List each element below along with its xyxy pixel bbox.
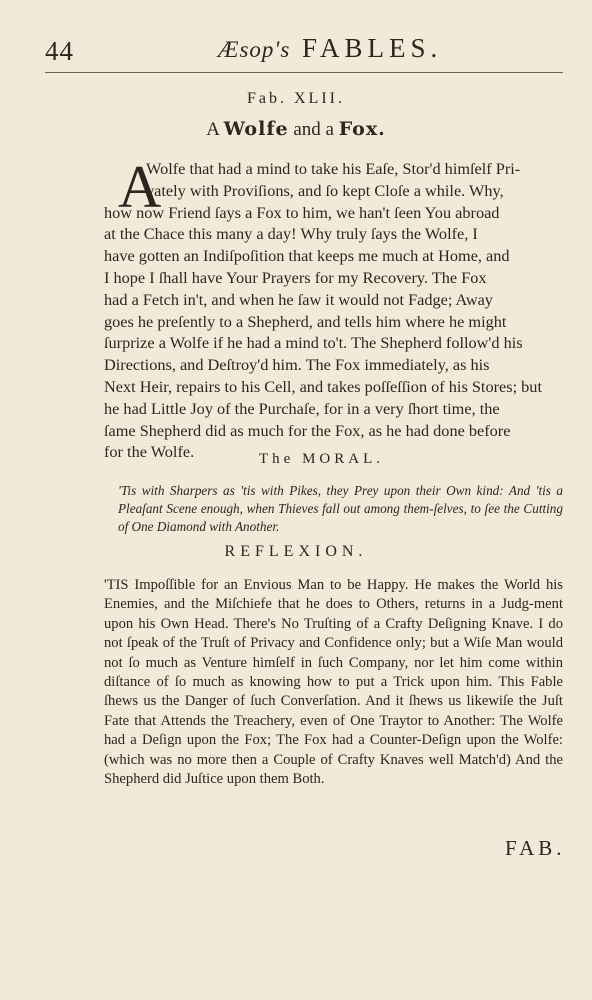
- body-line: ſame Shepherd did as much for the Fox, as he had done before: [104, 420, 511, 440]
- title-and: and a: [288, 119, 339, 140]
- body-line: have gotten an Indiſpoſition that keeps me much at Home, and: [104, 246, 510, 266]
- title-fox: Fox.: [338, 118, 386, 140]
- moral-heading: The MORAL.: [259, 451, 384, 467]
- reflexion-text: 'TIS Impoſſible for an Envious Man to be Happy. He makes the World his Enemies, and the Miſchiefe that he does to Others, returns in a Judg-ment upon his Own Head. There's No Truſting of a Crafty Deſigning Knave. I do not ſpeak of the Truſt of Privacy and Confidence only; but a Wiſe Man would not ſo much as Venture himſelf in ſuch Company, nor let him come within diſtance of ſo much as knowing how to put a Trick upon him. This Fable ſhews us the Danger of ſuch Converſation. And it ſhews us likewiſe the Juſt Fate that Attends the Treachery, even of One Traytor to Another: The Wolfe had a Deſign upon the Fox; The Fox had a Counter-Deſign upon the Wolfe: (which was no more then a Couple of Crafty Knaves well Match'd) And the Shepherd did Juſtice upon them Both.: [104, 577, 563, 788]
- fable-number: Fab. XLII.: [247, 90, 345, 107]
- moral-text: 'Tis with Sharpers as 'tis with Pikes, they Prey upon their Own kind: And 'tis a Pleaſant Scene enough, when Thieves fall out among them-ſelves, to ſee the Cutting of One Diamond with Another.: [118, 483, 563, 534]
- reflexion-heading: REFLEXION.: [224, 543, 368, 560]
- body-line: I hope I ſhall have Your Prayers for my Recovery. The Fox: [104, 267, 487, 287]
- catchword: FAB.: [505, 836, 566, 860]
- body-line: he had Little Joy of the Purchaſe, for in a very ſhort time, the: [104, 398, 500, 418]
- body-line: how now Friend ſays a Fox to him, we han't ſeen You abroad: [104, 202, 500, 222]
- body-line: vately with Proviſions, and ſo kept Cloſe a while. Why,: [146, 180, 504, 200]
- running-head-author: Æsop's: [218, 37, 291, 62]
- page-number: 44: [45, 36, 74, 66]
- body-line: Directions, and Deſtroy'd him. The Fox immediately, as his: [104, 355, 490, 375]
- header-rule: [45, 72, 563, 73]
- body-line: Next Heir, repairs to his Cell, and takes poſſeſſion of his Stores; but: [104, 376, 542, 396]
- running-head-title: FABLES.: [302, 33, 443, 63]
- fable-body: [104, 154, 563, 463]
- body-line: had a Fetch in't, and when he ſaw it would not Fadge; Away: [104, 289, 493, 309]
- body-line: at the Chace this many a day! Why truly ſays the Wolfe, I: [104, 224, 478, 244]
- title-article: A: [206, 119, 224, 140]
- drop-cap: A: [118, 154, 162, 220]
- fable-title: [0, 118, 592, 141]
- body-line: for the Wolfe.: [104, 442, 195, 462]
- running-head: [218, 33, 442, 64]
- title-wolfe: Wolfe: [223, 118, 289, 140]
- body-line: goes he preſently to a Shepherd, and tells him where he might: [104, 311, 507, 331]
- body-line: Wolfe that had a mind to take his Eaſe, Stor'd himſelf Pri-: [146, 159, 521, 178]
- body-line: ſurprize a Wolfe if he had a mind to't. The Shepherd follow'd his: [104, 333, 523, 353]
